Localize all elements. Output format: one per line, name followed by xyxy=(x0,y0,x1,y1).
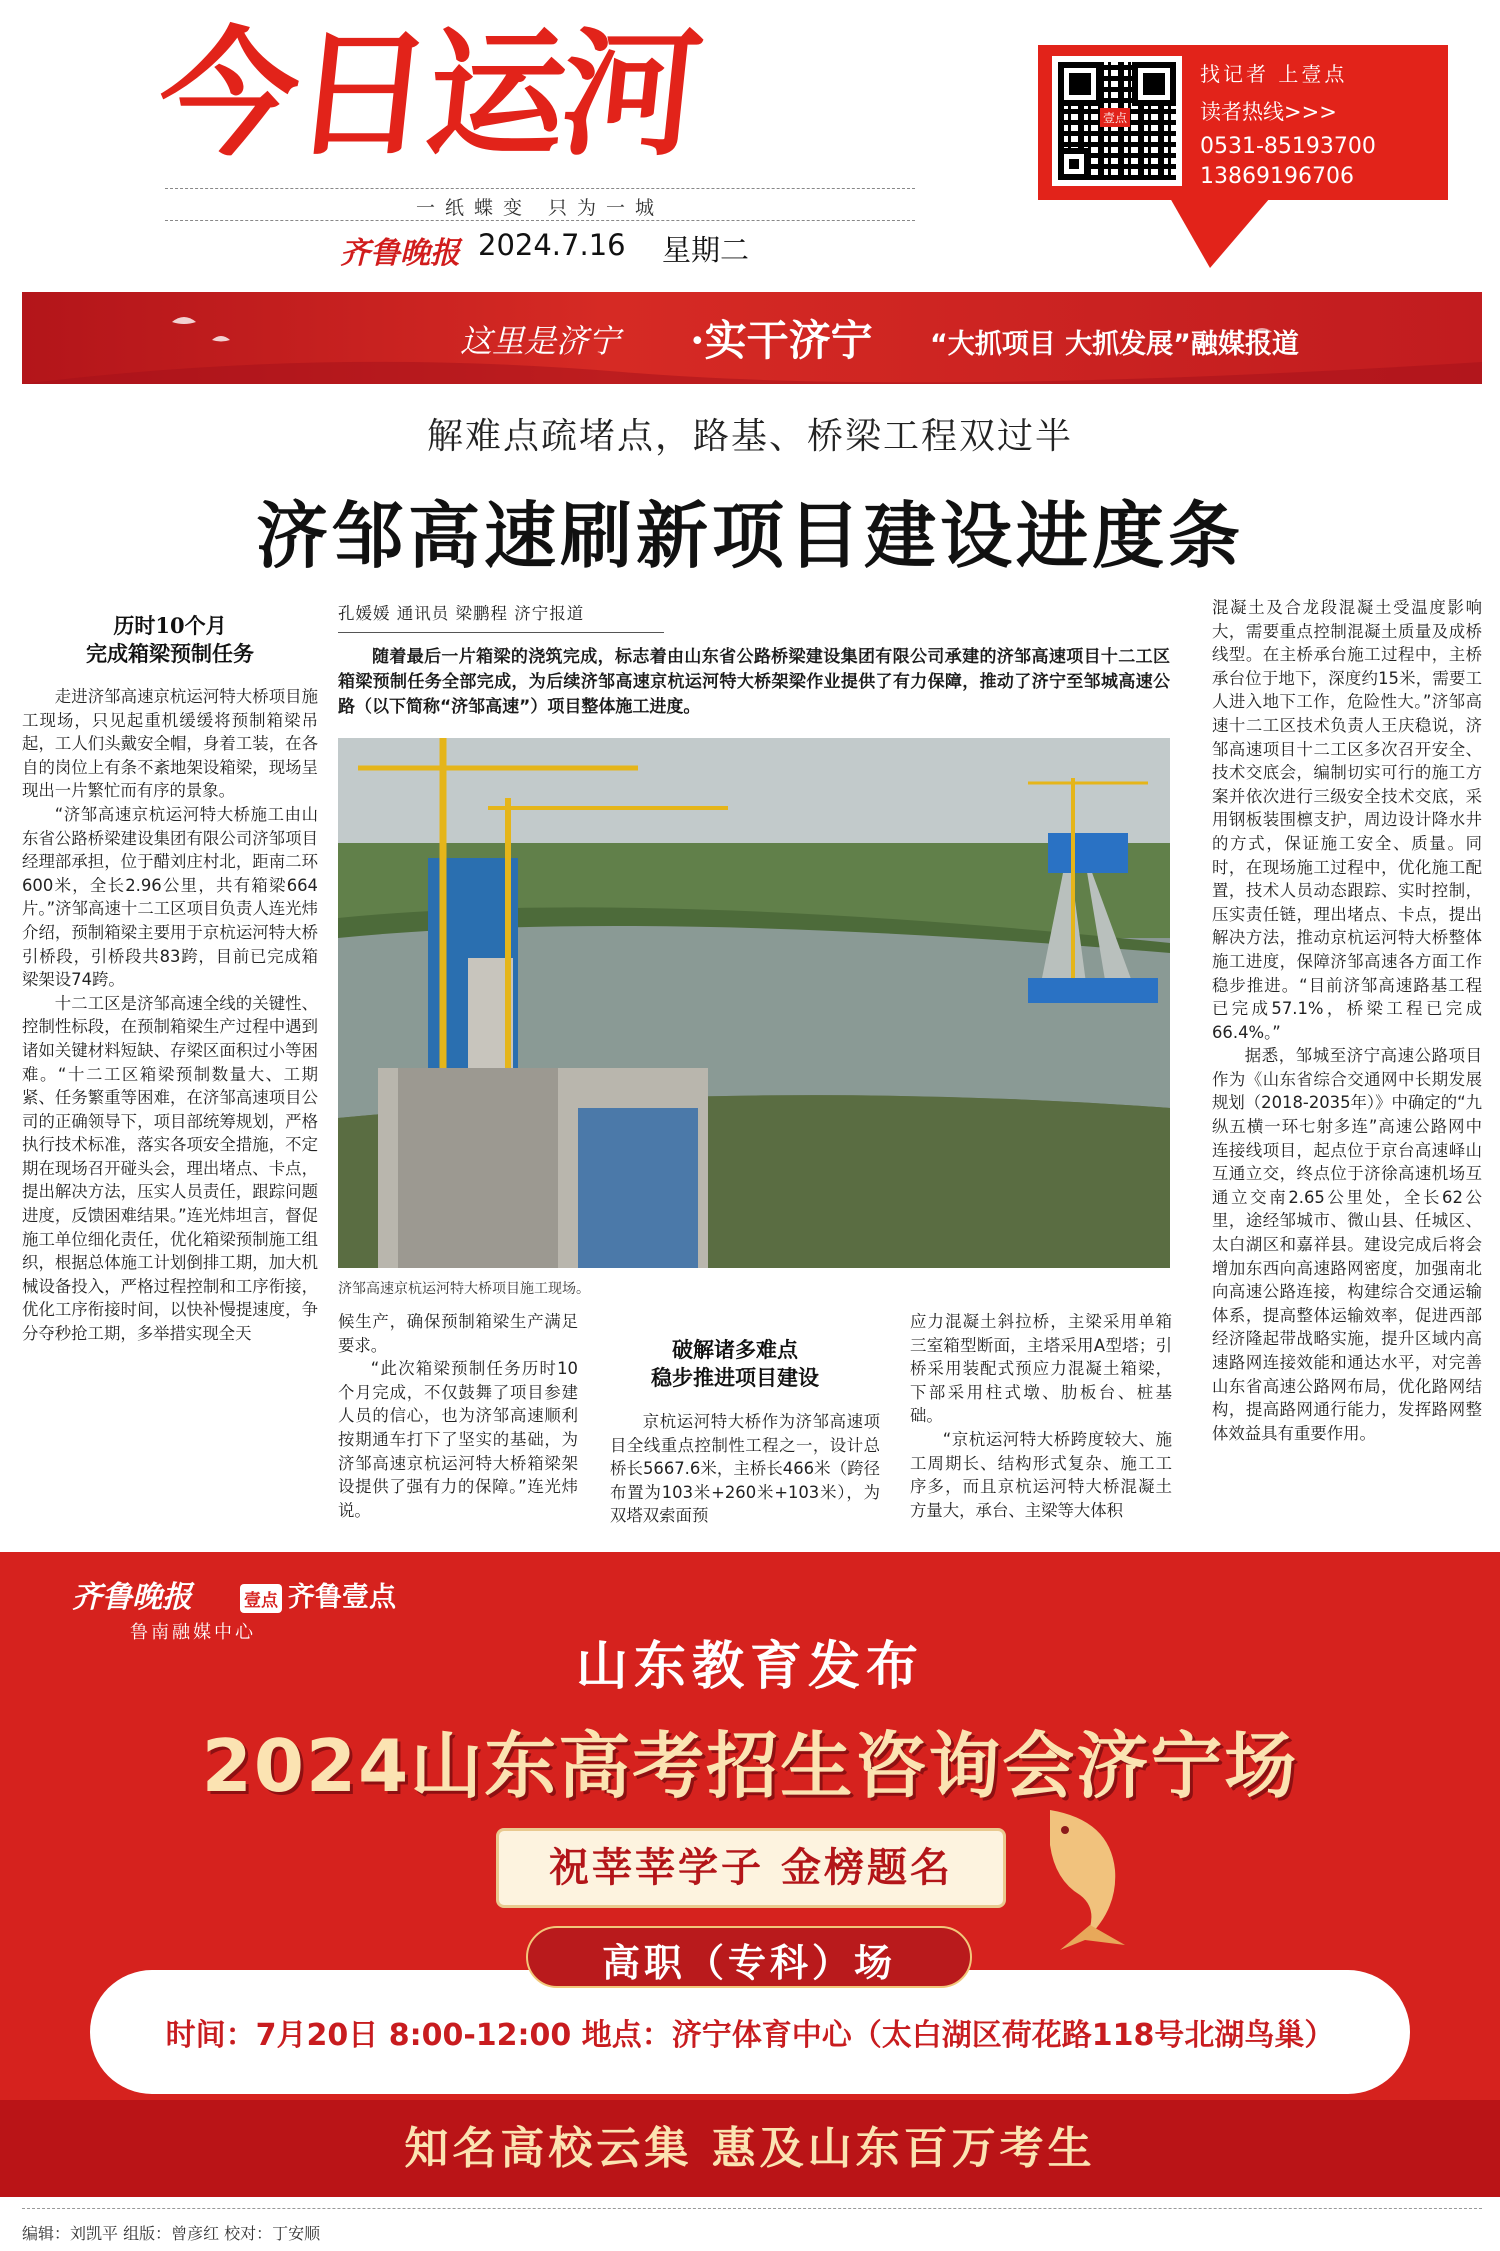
section1-title: 历时10个月 完成箱梁预制任务 xyxy=(86,613,254,666)
ad-logo-yidian: 壹点 齐鲁壹点 xyxy=(240,1575,396,1614)
photo-caption: 济邹高速京杭运河特大桥项目施工现场。 xyxy=(338,1281,590,1297)
masthead-divider xyxy=(165,188,915,189)
article-column-1 xyxy=(22,685,318,1545)
ad-session: 高职（专科）场 xyxy=(601,1940,896,1985)
masthead-title: 今日运河 xyxy=(151,14,705,175)
issue-date: 2024.7.16 xyxy=(478,228,626,262)
bridge-photo-illustration xyxy=(338,738,1170,1268)
ad-blessing: 祝莘莘学子 金榜题名 xyxy=(549,1844,953,1891)
qr-badge: 壹点 xyxy=(1100,108,1130,127)
ad-logo-qilu: 齐鲁晚报 xyxy=(72,1580,192,1615)
paragraph: 十二工区是济邹高速全线的关键性、控制性标段，在预制箱梁生产过程中遇到诸如关键材料短缺、存梁区面积过小等困难。“十二工区箱梁预制数量大、工期紧、任务繁重等困难，在济邹高速项目公司的正确领导下，项目部统筹规划，严格执行技术标准，落实各项安全措施，不定期在现场召开碰头会，理出堵点、卡点，提出解决方法，压实人员责任，跟踪问题进度，反馈困难结果。”连光炜坦言，督促施工单位细化责任，优化箱梁预制施工组织，根据总体施工计划倒排工期，加大机械设备投入，严格过程控制和工序衔接，优化工序衔接时间，以快补慢提速度，争分夺秒抢工期，多举措实现全天 xyxy=(22,993,318,1344)
paragraph: 据悉，邹城至济宁高速公路项目作为《山东省综合交通网中长期发展规划（2018-2035年）》中确定的“九纵五横一环七射多连”高速公路网中连接线项目，起点位于京台高速峄山互通立交，终点位于济徐高速机场互通立交南2.65公里处，全长62公里，途经邹城市、微山县、任城区、太白湖区和嘉祥县。建设完成后将会增加东西向高速路网密度，加强南北向高速公路连接，构建综合交通运输体系，提高整体运输效率，促进西部经济隆起带战略实施，提升区域内高速路网连接效能和通达水平，对完善山东省高速公路网布局，优化路网结构，提高路网通行能力，发挥路网整体效益具有重要作用。 xyxy=(1212,1046,1482,1443)
article-byline: 孔媛媛 通讯员 梁鹏程 济宁报道 xyxy=(338,604,585,623)
banner-left-text: 这里是济宁 xyxy=(460,322,621,360)
masthead-slogan: 一纸蝶变 只为一城 xyxy=(415,197,665,219)
paragraph: 京杭运河特大桥作为济邹高速项目全线重点控制性工程之一，设计总桥长5667.6米，主桥长466米（跨径布置为103米+260米+103米），为双塔双索面预 xyxy=(610,1412,880,1526)
contact-box-tail xyxy=(1170,198,1270,268)
ad-title-2: 2024山东高考招生咨询会济宁场 xyxy=(201,1724,1299,1808)
byline-rule xyxy=(338,632,664,633)
contact-phone2: 13869196706 xyxy=(1200,164,1354,189)
article-lead: 随着最后一片箱梁的浇筑完成，标志着由山东省公路桥梁建设集团有限公司承建的济邹高速项目十二工区箱梁预制任务全部完成，为后续济邹高速京杭运河特大桥架梁作业提供了有力保障，推动了济宁至邹城高速公路（以下简称“济邹高速”）项目整体施工进度。 xyxy=(338,647,1170,717)
article-kicker: 解难点疏堵点，路基、桥梁工程双过半 xyxy=(426,416,1073,457)
ad-logo-subtitle: 鲁南融媒中心 xyxy=(130,1622,256,1643)
newspaper-name: 齐鲁晚报 xyxy=(340,236,460,271)
section2-title: 破解诸多难点 稳步推进项目建设 xyxy=(651,1337,819,1390)
article-column-5 xyxy=(1212,596,1482,1546)
banner-center-text: ·实干济宁 xyxy=(690,316,873,365)
masthead-divider xyxy=(165,220,915,221)
ad-time-location: 时间：7月20日 8:00-12:00 地点：济宁体育中心（太白湖区荷花路118号北湖鸟巢） xyxy=(165,2018,1335,2053)
ad-tagline: 知名高校云集 惠及山东百万考生 xyxy=(404,2123,1096,2174)
paragraph: “济邹高速京杭运河特大桥施工由山东省公路桥梁建设集团有限公司济邹项目经理部承担，位于醋刘庄村北，距南二环600米，全长2.96公里，共有箱梁664片。”济邹高速十二工区项目负责人连光炜介绍，预制箱梁主要用于京杭运河特大桥引桥段，引桥段共83跨，目前已完成箱梁架设74跨。 xyxy=(22,804,318,990)
article-column-2 xyxy=(338,1310,578,1550)
article-headline: 济邹高速刷新项目建设进度条 xyxy=(255,493,1244,578)
page-credits: 编辑：刘凯平 组版：曾彦红 校对：丁安顺 xyxy=(22,2208,1482,2244)
paragraph: 应力混凝土斜拉桥，主梁采用单箱三室箱型断面，主塔采用A型塔；引桥采用装配式预应力混凝土箱梁，下部采用柱式墩、肋板台、桩基础。 xyxy=(910,1312,1172,1426)
banner-right-text: “大抓项目 大抓发展”融媒报道 xyxy=(930,329,1299,360)
issue-weekday: 星期二 xyxy=(662,233,750,267)
koi-fish-icon xyxy=(1030,1800,1140,1950)
paragraph: 走进济邹高速京杭运河特大桥项目施工现场，只见起重机缓缓将预制箱梁吊起，工人们头戴安全帽，身着工装，在各自的岗位上有条不紊地架设箱梁，现场呈现出一片繁忙而有序的景象。 xyxy=(22,687,318,801)
yidian-badge-icon: 壹点 xyxy=(240,1584,282,1613)
contact-phone1: 0531-85193700 xyxy=(1200,134,1376,159)
article-column-3 xyxy=(610,1410,880,1550)
ad-title-1: 山东教育发布 xyxy=(575,1636,924,1697)
article-column-4 xyxy=(910,1310,1172,1550)
paragraph: “京杭运河特大桥跨度较大、施工周期长、结构形式复杂、施工工序多，而且京杭运河特大桥混凝土方量大，承台、主梁等大体积 xyxy=(910,1429,1172,1520)
paragraph: “此次箱梁预制任务历时10个月完成，不仅鼓舞了项目参建人员的信心，也为济邹高速顺利按期通车打下了坚实的基础，为济邹高速京杭运河特大桥箱梁架设提供了强有力的保障。”连光炜说。 xyxy=(338,1359,578,1520)
contact-line1: 找记者 上壹点 xyxy=(1200,62,1348,86)
paragraph: 混凝土及合龙段混凝土受温度影响大，需要重点控制混凝土质量及成桥线型。在主桥承台施工过程中，主桥承台位于地下，深度约15米，需要工人进入地下工作，危险性大。”济邹高速十二工区技术负责人王庆稳说，济邹高速项目十二工区多次召开安全、技术交底会，编制切实可行的施工方案并依次进行三级安全技术交底，采用钢板装围檩支护，周边设计降水井的方式，保证施工安全、质量。同时，在现场施工过程中，优化施工配置，技术人员动态跟踪、实时控制，压实责任链，理出堵点、卡点，提出解决方法，推动京杭运河特大桥整体施工进度，保障济邹高速各方面工作稳步推进。“目前济邹高速路基工程已完成57.1%，桥梁工程已完成66.4%。” xyxy=(1212,598,1482,1042)
paragraph: 候生产，确保预制箱梁生产满足要求。 xyxy=(338,1312,578,1355)
contact-line2: 读者热线>>> xyxy=(1200,100,1337,124)
bridge-construction-photo xyxy=(338,738,1170,1268)
